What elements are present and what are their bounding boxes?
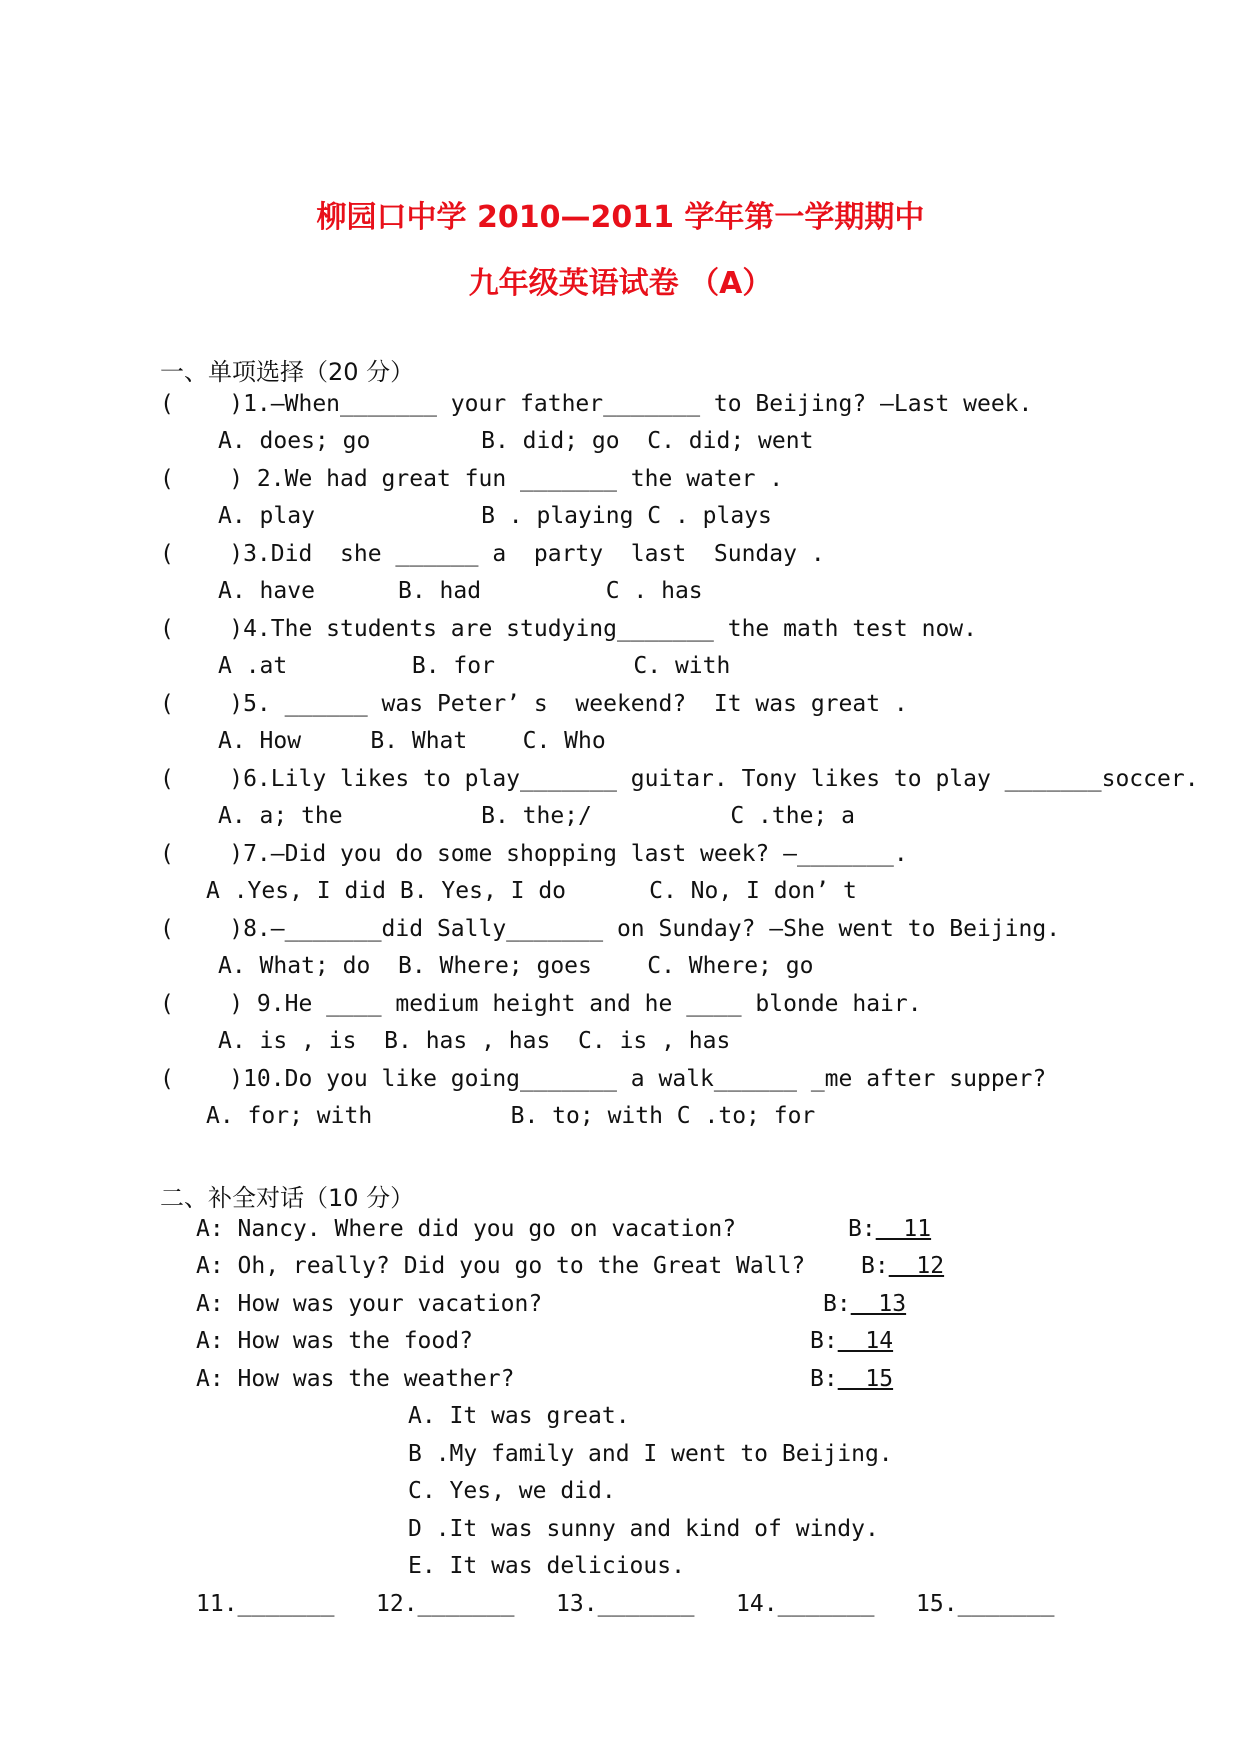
question-1: ( )1.—When_______ your father_______ to Beijing? —Last week. xyxy=(160,391,1033,417)
question-7: ( )7.—Did you do some shopping last week? —_______. xyxy=(160,841,908,867)
exam-title-line2: 九年级英语试卷 （A） xyxy=(468,266,773,301)
question-2: ( ) 2.We had great fun _______ the water . xyxy=(160,466,784,492)
dialogue-a-2: A: Oh, really? Did you go to the Great Wall? xyxy=(196,1253,806,1279)
dialogue-b-2: B: 12 xyxy=(861,1253,945,1279)
question-4: ( )4.The students are studying_______ the math test now. xyxy=(160,616,977,642)
choice-e: E. It was delicious. xyxy=(408,1553,685,1579)
question-5-options: A. How B. What C. Who xyxy=(218,728,606,754)
dialogue-a-5: A: How was the weather? xyxy=(196,1366,515,1392)
section2-heading: 二、补全对话（10 分） xyxy=(160,1184,415,1212)
question-10-options: A. for; with B. to; with C .to; for xyxy=(206,1103,816,1129)
choice-b: B .My family and I went to Beijing. xyxy=(408,1441,893,1467)
choice-a: A. It was great. xyxy=(408,1403,630,1429)
dialogue-b-5: B: 15 xyxy=(810,1366,894,1392)
question-9: ( ) 9.He ____ medium height and he ____ blonde hair. xyxy=(160,991,922,1017)
question-5: ( )5. ______ was Peter’ s weekend? It was great . xyxy=(160,691,908,717)
question-6-options: A. a; the B. the;/ C .the; a xyxy=(218,803,855,829)
question-10: ( )10.Do you like going_______ a walk______ _me after supper? xyxy=(160,1066,1047,1092)
dialogue-b-4: B: 14 xyxy=(810,1328,894,1354)
question-7-options: A .Yes, I did B. Yes, I do C. No, I don’ t xyxy=(206,878,857,904)
dialogue-a-1: A: Nancy. Where did you go on vacation? xyxy=(196,1216,737,1242)
exam-title-line1: 柳园口中学 2010—2011 学年第一学期期中 xyxy=(316,200,925,235)
question-1-options: A. does; go B. did; go C. did; went xyxy=(218,428,814,454)
question-2-options: A. play B . playing C . plays xyxy=(218,503,772,529)
question-4-options: A .at B. for C. with xyxy=(218,653,731,679)
dialogue-b-3: B: 13 xyxy=(823,1291,907,1317)
dialogue-b-1: B: 11 xyxy=(848,1216,932,1242)
dialogue-a-3: A: How was your vacation? xyxy=(196,1291,543,1317)
choice-c: C. Yes, we did. xyxy=(408,1478,616,1504)
question-9-options: A. is , is B. has , has C. is , has xyxy=(218,1028,731,1054)
choice-d: D .It was sunny and kind of windy. xyxy=(408,1516,879,1542)
question-3-options: A. have B. had C . has xyxy=(218,578,703,604)
section1-heading: 一、单项选择（20 分） xyxy=(160,358,415,386)
question-3: ( )3.Did she ______ a party last Sunday . xyxy=(160,541,825,567)
question-8-options: A. What; do B. Where; goes C. Where; go xyxy=(218,953,814,979)
question-6: ( )6.Lily likes to play_______ guitar. Tony likes to play _______soccer. xyxy=(160,766,1199,792)
question-8: ( )8.—_______did Sally_______ on Sunday? —She went to Beijing. xyxy=(160,916,1061,942)
dialogue-a-4: A: How was the food? xyxy=(196,1328,473,1354)
answer-blanks: 11._______ 12._______ 13._______ 14._______ 15._______ xyxy=(196,1591,1055,1617)
